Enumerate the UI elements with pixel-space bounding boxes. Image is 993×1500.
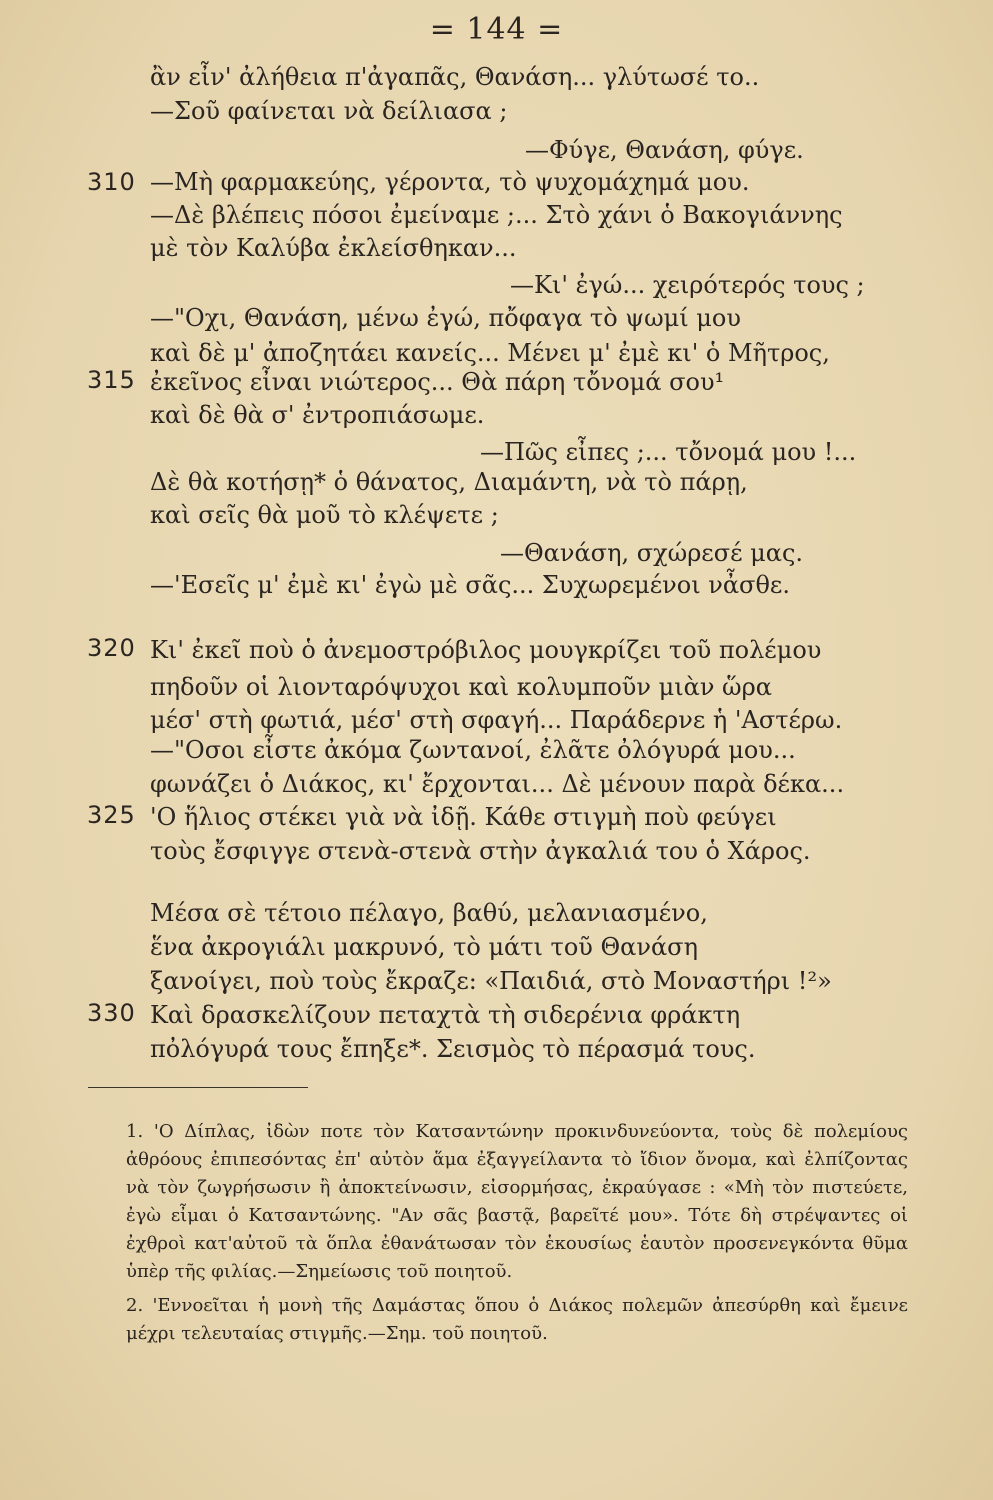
- verse-line: πὀλόγυρά τους ἔπηξε*. Σεισμὸς τὸ πέρασμά τους.: [150, 1035, 756, 1063]
- line-number: 310: [87, 168, 136, 196]
- verse-line: Μέσα σὲ τέτοιο πέλαγο, βαθύ, μελανιασμένο,: [150, 899, 708, 927]
- verse-line: Δὲ θὰ κοτήσῃ* ὁ θάνατος, Διαμάντη, νὰ τὸ πάρῃ,: [150, 468, 748, 496]
- verse-line: —Δὲ βλέπεις πόσοι ἐμείναμε ;... Στὸ χάνι ὁ Βακογιάννης: [150, 201, 843, 229]
- verse-line: —"Οσοι εἶστε ἀκόμα ζωντανοί, ἐλᾶτε ὀλόγυρά μου...: [150, 736, 796, 764]
- footnote-1: 1. 'Ο Δίπλας, ἰδὼν ποτε τὸν Κατσαντώνην προκινδυνεύοντα, τοὺς δὲ πολεμίους ἀθρόους ἐπιπεσόντας ἐπ' αὐτὸν ἅμα ἐξαγγείλαντα τὸ ἴδιον ὄνομα, καὶ ἐλπίζοντας νὰ τὸν ζωγρήσωσιν ἢ ἀποκτείνωσιν, εἰσορμήσας, ἐκραύγασε : «Μὴ τὸν πιστεύετε, ἐγὼ εἶμαι ὁ Κατσαντώνης. "Αν σᾶς βαστᾷ, βαρεῖτέ μου». Τότε δὴ στρέψαντες οἱ ἐχθροὶ κατ'αὐτοῦ τὰ ὅπλα ἐθανάτωσαν τὸν ἑκουσίως ἑαυτὸν προσενεγκόντα θῦμα ὑπὲρ τῆς φιλίας.—Σημείωσις τοῦ ποιητοῦ.: [126, 1121, 908, 1282]
- verse-line: —Πῶς εἶπες ;... τὄνομά μου !...: [480, 438, 857, 466]
- verse-line: ἐκεῖνος εἶναι νιώτερος... Θὰ πάρη τὄνομά σου¹: [150, 368, 725, 396]
- verse-line: καὶ δὲ μ' ἀποζητάει κανείς... Μένει μ' ἐμὲ κι' ὁ Μῆτρος,: [150, 339, 830, 367]
- verse-line: πηδοῦν οἱ λιονταρόψυχοι καὶ κολυμποῦν μιὰν ὥρα: [150, 673, 772, 701]
- verse-line: μέσ' στὴ φωτιά, μέσ' στὴ σφαγή... Παράδερνε ἡ 'Αστέρω.: [150, 706, 843, 734]
- verse-line: φωνάζει ὁ Διάκος, κι' ἔρχονται... Δὲ μένουν παρὰ δέκα...: [150, 770, 845, 798]
- verse-line: —Μὴ φαρμακεύης, γέροντα, τὸ ψυχομάχημά μου.: [150, 168, 750, 196]
- verse-line: καὶ δὲ θὰ σ' ἐντροπιάσωμε.: [150, 401, 485, 429]
- page-number: = 144 =: [429, 12, 564, 47]
- verse-line: τοὺς ἔσφιγγε στενὰ-στενὰ στὴν ἀγκαλιά του ὁ Χάρος.: [150, 837, 811, 865]
- footnote-divider: [88, 1087, 308, 1088]
- verse-line: καὶ σεῖς θὰ μοῦ τὸ κλέψετε ;: [150, 501, 499, 529]
- verse-line: —Κι' ἐγώ... χειρότερός τους ;: [510, 271, 865, 299]
- verse-line: —'Εσεῖς μ' ἐμὲ κι' ἐγὼ μὲ σᾶς... Συχωρεμένοι νἆσθε.: [150, 571, 790, 599]
- footnote-2: 2. 'Εννοεῖται ἡ μονὴ τῆς Δαμάστας ὅπου ὁ Διάκος πολεμῶν ἀπεσύρθη καὶ ἔμεινε μέχρι τελευταίας στιγμῆς.—Σημ. τοῦ ποιητοῦ.: [126, 1295, 908, 1344]
- line-number: 330: [87, 999, 136, 1027]
- line-number: 320: [87, 634, 136, 662]
- footnotes: [78, 1118, 908, 1348]
- verse-line: —Σοῦ φαίνεται νὰ δείλιασα ;: [150, 97, 508, 125]
- line-number: 325: [87, 801, 136, 829]
- verse-line: ἕνα ἀκρογιάλι μακρυνό, τὸ μάτι τοῦ Θανάση: [150, 933, 698, 961]
- verse-line: Καὶ δρασκελίζουν πεταχτὰ τὴ σιδερένια φράκτη: [150, 1001, 741, 1029]
- verse-line: 'Ο ἥλιος στέκει γιὰ νὰ ἰδῇ. Κάθε στιγμὴ ποὺ φεύγει: [150, 803, 777, 831]
- verse-line: —Θανάση, σχώρεσέ μας.: [500, 539, 804, 567]
- verse-line: ἂν εἶν' ἀλήθεια π'ἀγαπᾶς, Θανάση... γλύτωσέ το..: [150, 63, 760, 91]
- verse-line: Κι' ἐκεῖ ποὺ ὁ ἀνεμοστρόβιλος μουγκρίζει τοῦ πολέμου: [150, 636, 822, 664]
- verse-line: —"Οχι, Θανάση, μένω ἐγώ, πὄφαγα τὸ ψωμί μου: [150, 304, 741, 332]
- verse-line: ξανοίγει, ποὺ τοὺς ἔκραζε: «Παιδιά, στὸ Μοναστήρι !²»: [150, 967, 832, 995]
- verse-line: μὲ τὸν Καλύβα ἐκλείσθηκαν...: [150, 234, 517, 262]
- line-number: 315: [87, 366, 136, 394]
- verse-line: —Φύγε, Θανάση, φύγε.: [525, 136, 804, 164]
